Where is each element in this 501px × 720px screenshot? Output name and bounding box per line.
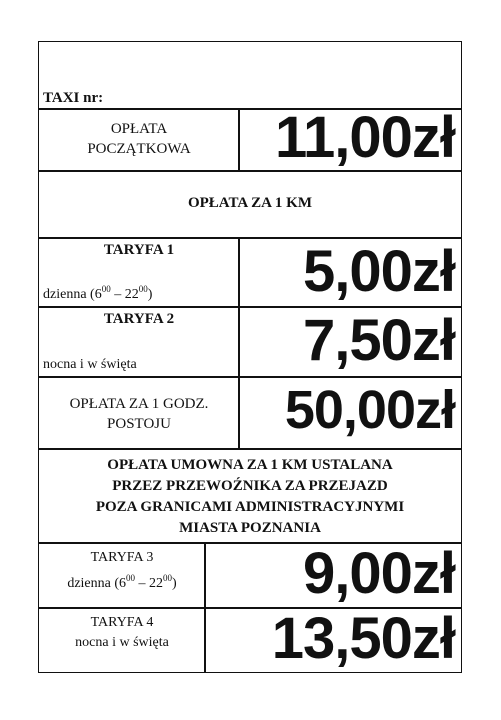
tariff1-name: TARYFA 1 bbox=[103, 242, 175, 258]
tariff4-name: TARYFA 4 bbox=[90, 615, 154, 630]
standby-label-line2: POSTOJU bbox=[107, 416, 171, 432]
standby-label-line1: OPŁATA ZA 1 GODZ. bbox=[69, 396, 209, 412]
tariff1-hours: dzienna $(6^{00} - 22^{00})$ bbox=[43, 284, 153, 302]
taxi-number-row bbox=[38, 41, 462, 110]
per-km-title-cell bbox=[38, 170, 462, 239]
tariff2-name: TARYFA 2 bbox=[103, 311, 175, 327]
tariff3-label-cell bbox=[38, 542, 206, 609]
taxi-fare-sheet bbox=[38, 41, 462, 673]
tariff2-price: 7,50zł bbox=[303, 308, 455, 373]
standby-price-cell bbox=[238, 376, 462, 450]
tariff4-desc: nocna i w święta bbox=[75, 635, 169, 650]
contract-line3: POZA GRANICAMI ADMINISTRACYJNYMI bbox=[95, 499, 405, 515]
contract-line4: MIASTA POZNANIA bbox=[179, 520, 321, 536]
tariff3-name: TARYFA 3 bbox=[90, 550, 154, 565]
taxi-number-label: TAXI nr: bbox=[43, 90, 104, 106]
tariff1-label-cell bbox=[38, 237, 240, 308]
initial-fee-label-cell bbox=[38, 108, 240, 172]
tariff2-price-cell bbox=[238, 306, 462, 378]
tariff1-price: 5,00zł bbox=[303, 239, 455, 304]
contract-line1: OPŁATA UMOWNA ZA 1 KM USTALANA bbox=[107, 457, 393, 473]
initial-fee-price: 11,00zł bbox=[274, 105, 455, 170]
tariff4-label-cell bbox=[38, 607, 206, 673]
tariff3-price: 9,00zł bbox=[303, 541, 455, 606]
contract-line2: PRZEZ PRZEWOŹNIKA ZA PRZEJAZD bbox=[112, 478, 388, 494]
standby-label-cell bbox=[38, 376, 240, 450]
initial-fee-label-line2: POCZĄTKOWA bbox=[87, 141, 191, 157]
standby-price: 50,00zł bbox=[284, 380, 455, 440]
per-km-title: OPŁATA ZA 1 KM bbox=[187, 195, 313, 211]
tariff2-desc: nocna i w święta bbox=[43, 357, 137, 372]
initial-fee-price-cell bbox=[238, 105, 462, 172]
tariff4-price: 13,50zł bbox=[271, 606, 455, 671]
initial-fee-label-line1: OPŁATA bbox=[110, 121, 168, 137]
tariff3-price-cell bbox=[204, 542, 462, 609]
tariff4-price-cell bbox=[204, 607, 462, 673]
tariff3-hours: dzienna $(6^{00} - 22^{00})$ bbox=[67, 573, 177, 591]
tariff2-label-cell bbox=[38, 306, 240, 378]
tariff1-price-cell bbox=[238, 237, 462, 308]
contract-fee-cell bbox=[38, 448, 462, 544]
